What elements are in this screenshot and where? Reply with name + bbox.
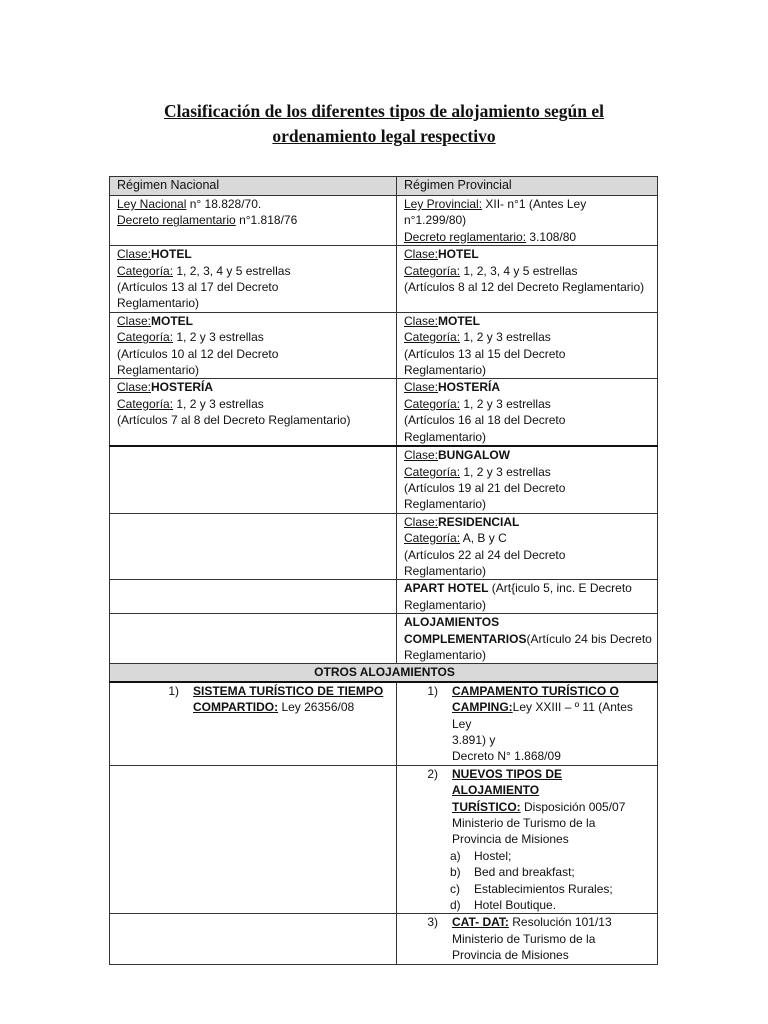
nuevos-tipos-ministerio: Ministerio de Turismo de la bbox=[452, 816, 596, 831]
complementarios-line-2: COMPLEMENTARIOS bbox=[404, 631, 527, 646]
list-item-text: Establecimientos Rurales; bbox=[474, 881, 613, 896]
list-item-text: Hostel; bbox=[474, 848, 512, 863]
cell-nacional-hosteria bbox=[110, 379, 397, 446]
categoria-label: Categoría: bbox=[117, 263, 174, 278]
list-item-text: Bed and breakfast; bbox=[474, 865, 575, 880]
list-item bbox=[404, 881, 652, 897]
cell-nacional-empty bbox=[110, 446, 397, 513]
table-row-tiempo-camping bbox=[110, 682, 658, 766]
hotel-provincial-articulos: (Artículos 8 al 12 del Decreto Reglamentario) bbox=[404, 280, 645, 295]
table-row-laws bbox=[110, 196, 658, 246]
clase-label: Clase: bbox=[404, 448, 439, 463]
motel-nacional-articulos: (Artículos 10 al 12 del Decreto bbox=[117, 346, 279, 361]
cell-camping bbox=[397, 682, 658, 766]
hotel-nacional-articulos: (Artículos 13 al 17 del Decreto bbox=[117, 280, 279, 295]
camping-ley: Ley XXIII – º 11 (Antes Ley bbox=[452, 700, 633, 731]
title-line-2: ordenamiento legal respectivo bbox=[272, 126, 496, 146]
categoria-label: Categoría: bbox=[117, 396, 174, 411]
residencial-categoria: A, B y C bbox=[460, 531, 507, 546]
bungalow-name: BUNGALOW bbox=[438, 448, 511, 463]
hotel-name: HOTEL bbox=[438, 247, 479, 262]
hosteria-provincial-articulos-cont: Reglamentario) bbox=[404, 429, 487, 444]
decreto-nacional-label: Decreto reglamentario bbox=[117, 213, 236, 228]
cell-cat-dat bbox=[397, 914, 658, 964]
list-item-letter: c) bbox=[450, 881, 460, 896]
complementarios-line-1: ALOJAMIENTOS bbox=[404, 615, 500, 630]
clase-label: Clase: bbox=[404, 380, 439, 395]
categoria-label: Categoría: bbox=[404, 396, 461, 411]
item-number: 1) bbox=[168, 683, 179, 698]
motel-provincial-articulos: (Artículos 13 al 15 del Decreto bbox=[404, 346, 566, 361]
categoria-label: Categoría: bbox=[404, 464, 461, 479]
cat-dat-provincia: Provincia de Misiones bbox=[452, 948, 569, 963]
nuevos-tipos-disposicion: Disposición 005/07 bbox=[520, 799, 626, 814]
camping-title: CAMPAMENTO TURÍSTICO O bbox=[452, 683, 619, 698]
cell-nacional-empty bbox=[110, 914, 397, 964]
list-item-letter: a) bbox=[450, 848, 461, 863]
list-item bbox=[404, 897, 652, 913]
list-item bbox=[404, 848, 652, 864]
ley-nacional-label: Ley Nacional bbox=[117, 197, 187, 211]
categoria-label: Categoría: bbox=[404, 531, 461, 546]
camping-decreto: Decreto N° 1.868/09 bbox=[452, 749, 561, 764]
cell-provincial-motel bbox=[397, 312, 658, 379]
motel-name: MOTEL bbox=[151, 313, 194, 328]
apart-hotel-articulo: (Art{iculo 5, inc. E Decreto bbox=[488, 581, 632, 596]
ley-provincial-value: XII- n°1 (Antes Ley bbox=[482, 197, 587, 211]
cell-nacional-empty bbox=[110, 513, 397, 580]
ley-nacional-value: n° 18.828/70. bbox=[186, 197, 262, 211]
hotel-categoria: 1, 2, 3, 4 y 5 estrellas bbox=[173, 263, 291, 278]
tiempo-compartido-title-cont: COMPARTIDO: bbox=[193, 700, 279, 715]
clase-label: Clase: bbox=[404, 313, 439, 328]
table-row-residencial bbox=[110, 513, 658, 580]
cell-nacional-hotel bbox=[110, 246, 397, 313]
categoria-label: Categoría: bbox=[404, 330, 461, 345]
decreto-nacional-value: n°1.818/76 bbox=[235, 213, 298, 228]
item-number: 2) bbox=[427, 766, 438, 781]
clase-label: Clase: bbox=[404, 247, 439, 262]
item-number: 1) bbox=[427, 683, 438, 698]
table-row-motel bbox=[110, 312, 658, 379]
cell-nacional-motel bbox=[110, 312, 397, 379]
bungalow-articulos: (Artículos 19 al 21 del Decreto bbox=[404, 480, 566, 495]
motel-name: MOTEL bbox=[438, 313, 481, 328]
nuevos-tipos-provincia: Provincia de Misiones bbox=[452, 832, 569, 847]
document-title bbox=[100, 99, 668, 149]
table-row-otros-header bbox=[110, 664, 658, 682]
cell-nuevos-tipos bbox=[397, 765, 658, 914]
clase-label: Clase: bbox=[404, 514, 439, 529]
clase-label: Clase: bbox=[117, 313, 152, 328]
bungalow-articulos-cont: Reglamentario) bbox=[404, 497, 487, 512]
residencial-articulos: (Artículos 22 al 24 del Decreto bbox=[404, 547, 566, 562]
apart-hotel-name: APART HOTEL bbox=[404, 581, 489, 596]
hosteria-name: HOSTERÍA bbox=[151, 380, 214, 395]
nuevos-tipos-title: NUEVOS TIPOS DE ALOJAMIENTO bbox=[452, 766, 563, 798]
cell-provincial-bungalow bbox=[397, 446, 658, 513]
cell-nacional-laws bbox=[110, 196, 397, 246]
header-provincial: Régimen Provincial bbox=[397, 177, 658, 196]
motel-categoria: 1, 2 y 3 estrellas bbox=[460, 330, 551, 345]
residencial-articulos-cont: Reglamentario) bbox=[404, 563, 487, 578]
cell-nacional-empty bbox=[110, 614, 397, 664]
clase-label: Clase: bbox=[117, 247, 152, 262]
hosteria-provincial-articulos: (Artículos 16 al 18 del Decreto bbox=[404, 413, 566, 428]
clase-label: Clase: bbox=[117, 380, 152, 395]
table-row-cat-dat bbox=[110, 914, 658, 964]
table-row-bungalow bbox=[110, 446, 658, 513]
table-row-hotel bbox=[110, 246, 658, 313]
table-header-row bbox=[110, 177, 658, 196]
decreto-provincial-value: 3.108/80 bbox=[526, 229, 577, 244]
residencial-name: RESIDENCIAL bbox=[438, 514, 520, 529]
camping-title-cont: CAMPING: bbox=[452, 700, 513, 715]
cell-provincial-residencial bbox=[397, 513, 658, 580]
classification-table bbox=[109, 176, 658, 965]
tiempo-compartido-title: SISTEMA TURÍSTICO DE TIEMPO bbox=[193, 683, 384, 698]
camping-ley-cont: 3.891) y bbox=[452, 733, 496, 747]
cell-nacional-empty bbox=[110, 765, 397, 914]
bungalow-categoria: 1, 2 y 3 estrellas bbox=[460, 464, 551, 479]
cat-dat-resolucion: Resolución 101/13 bbox=[508, 915, 612, 930]
table-row-nuevos-tipos bbox=[110, 765, 658, 914]
ley-provincial-label: Ley Provincial: bbox=[404, 197, 483, 211]
list-item bbox=[404, 864, 652, 880]
table-row-complementarios bbox=[110, 614, 658, 664]
hotel-name: HOTEL bbox=[151, 247, 192, 262]
cat-dat-ministerio: Ministerio de Turismo de la bbox=[452, 931, 596, 946]
complementarios-articulo-cont: Reglamentario) bbox=[404, 647, 487, 662]
list-item-text: Hotel Boutique. bbox=[474, 898, 557, 913]
tiempo-compartido-ley: Ley 26356/08 bbox=[278, 700, 355, 715]
hotel-categoria: 1, 2, 3, 4 y 5 estrellas bbox=[460, 263, 578, 278]
title-line-1: Clasificación de los diferentes tipos de alojamiento según el bbox=[163, 101, 605, 121]
cell-nacional-empty bbox=[110, 580, 397, 614]
apart-hotel-articulo-cont: Reglamentario) bbox=[404, 597, 487, 612]
header-nacional: Régimen Nacional bbox=[110, 177, 397, 196]
cell-provincial-complementarios bbox=[397, 614, 658, 664]
motel-nacional-articulos-cont: Reglamentario) bbox=[117, 363, 200, 378]
cat-dat-title: CAT- DAT: bbox=[452, 915, 509, 930]
cell-provincial-hotel bbox=[397, 246, 658, 313]
hotel-nacional-articulos-cont: Reglamentario) bbox=[117, 296, 200, 311]
hosteria-name: HOSTERÍA bbox=[438, 380, 501, 395]
list-item-letter: b) bbox=[450, 865, 461, 880]
motel-provincial-articulos-cont: Reglamentario) bbox=[404, 363, 487, 378]
complementarios-articulo: (Artículo 24 bis Decreto bbox=[526, 631, 652, 646]
hosteria-categoria: 1, 2 y 3 estrellas bbox=[460, 396, 551, 411]
hosteria-categoria: 1, 2 y 3 estrellas bbox=[173, 396, 264, 411]
table-row-apart-hotel bbox=[110, 580, 658, 614]
categoria-label: Categoría: bbox=[117, 330, 174, 345]
categoria-label: Categoría: bbox=[404, 263, 461, 278]
cell-provincial-apart-hotel bbox=[397, 580, 658, 614]
decreto-provincial-label: Decreto reglamentario: bbox=[404, 229, 527, 244]
table-row-hosteria bbox=[110, 379, 658, 446]
cell-tiempo-compartido bbox=[110, 682, 397, 766]
list-item-letter: d) bbox=[450, 898, 461, 913]
hosteria-nacional-articulos: (Artículos 7 al 8 del Decreto Reglamentario) bbox=[117, 413, 351, 428]
nuevos-tipos-title-cont: TURÍSTICO: bbox=[452, 799, 521, 814]
ley-provincial-value-cont: n°1.299/80) bbox=[404, 213, 467, 228]
motel-categoria: 1, 2 y 3 estrellas bbox=[173, 330, 264, 345]
otros-alojamientos-header: OTROS ALOJAMIENTOS bbox=[110, 664, 658, 682]
cell-provincial-laws bbox=[397, 196, 658, 246]
cell-provincial-hosteria bbox=[397, 379, 658, 446]
item-number: 3) bbox=[427, 915, 438, 930]
